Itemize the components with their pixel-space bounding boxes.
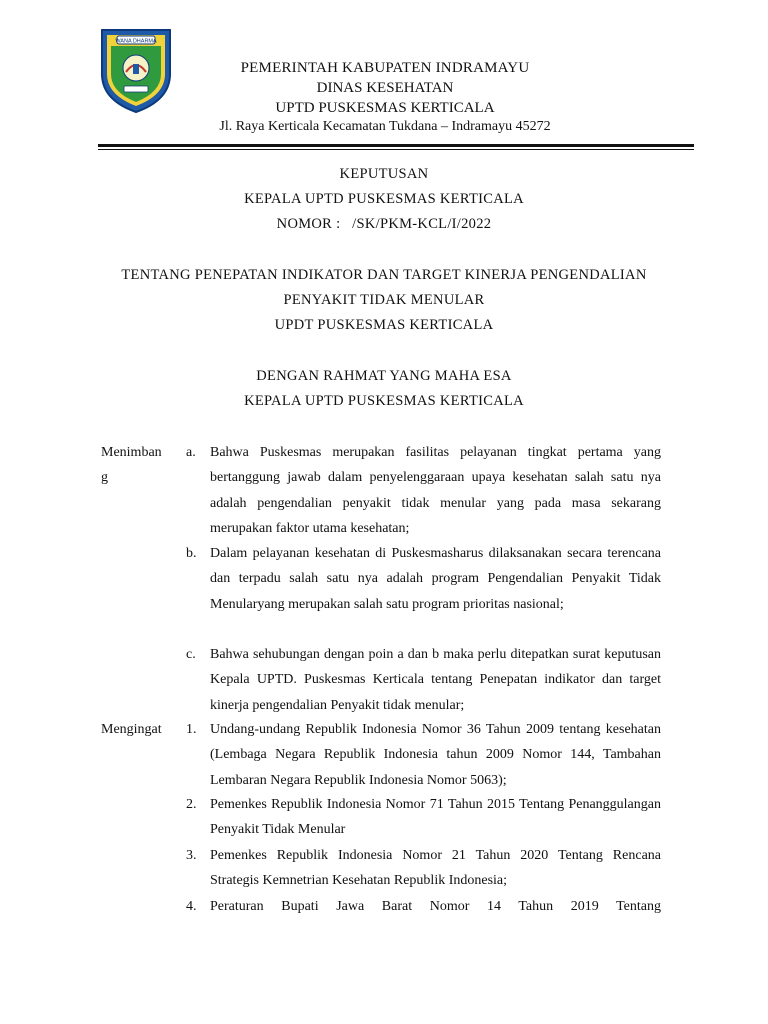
list-marker: a. <box>186 445 196 460</box>
department-name: DINAS KESEHATAN <box>316 80 454 96</box>
mengingat-item-2: Pemenkes Republik Indonesia Nomor 71 Tahun 2015 Tentang Penanggulangan Penyakit Tidak Menular <box>210 797 661 838</box>
mengingat-item-4: Peraturan Bupati Jawa Barat Nomor 14 Tahun 2019 Tentang <box>210 899 661 914</box>
decree-number: NOMOR : /SK/PKM-KCL/I/2022 <box>276 216 492 232</box>
decree-subject <box>0 263 768 338</box>
menimbang-label-line-1: Menimban <box>101 445 162 460</box>
subject-line-2: PENYAKIT TIDAK MENULAR <box>283 292 485 308</box>
letterhead-divider-thick <box>98 144 694 147</box>
menimbang-label-line-2: g <box>101 470 108 486</box>
mengingat-item-3: Pemenkes Republik Indonesia Nomor 21 Tahun 2020 Tentang Rencana Strategis Kemnetrian Kesehatan Republik Indonesia; <box>210 848 661 889</box>
list-marker: 2. <box>186 797 197 812</box>
mengingat-item-1: Undang-undang Republik Indonesia Nomor 36 Tahun 2009 tentang kesehatan (Lembaga Negara Republik Indonesia tahun 2009 Nomor 144, Tambahan Lembaran Negara Republik Indonesia Nomor 5063); <box>210 722 661 788</box>
mengingat-label: Mengingat <box>101 722 162 737</box>
list-marker: 4. <box>186 899 197 914</box>
menimbang-item-c: Bahwa sehubungan dengan poin a dan b maka perlu ditepatkan surat keputusan Kepala UPTD. Puskesmas Kerticala tentang Penepatan indikator dan target kinerja pengendalian Penyakit tidak menular; <box>210 647 661 713</box>
decree-title: KEPUTUSAN <box>339 166 429 182</box>
subject-line-1: TENTANG PENEPATAN INDIKATOR DAN TARGET KINERJA PENGENDALIAN <box>121 267 647 283</box>
svg-text:WANA DHARMA: WANA DHARMA <box>115 38 157 45</box>
menimbang-item-a: Bahwa Puskesmas merupakan fasilitas pelayanan tingkat pertama yang bertanggung jawab dalam penyelenggaraan upaya kesehatan salah satu nya adalah pengendalian penyakit tidak menular yang pada masa sekarang merupakan faktor utama kesehatan; <box>210 445 661 536</box>
preamble-line-1: DENGAN RAHMAT YANG MAHA ESA <box>256 368 512 384</box>
government-name: PEMERINTAH KABUPATEN INDRAMAYU <box>240 60 530 76</box>
preamble <box>0 364 768 414</box>
menimbang-label <box>101 440 173 491</box>
decree-header <box>0 162 768 237</box>
letterhead <box>190 58 580 136</box>
list-marker: c. <box>186 647 196 662</box>
letterhead-divider-thin <box>98 149 694 150</box>
institution-name: UPTD PUSKESMAS KERTICALA <box>275 100 495 116</box>
decree-issuer: KEPALA UPTD PUSKESMAS KERTICALA <box>244 191 524 207</box>
subject-line-3: UPDT PUSKESMAS KERTICALA <box>274 317 494 333</box>
list-marker: 3. <box>186 848 197 863</box>
menimbang-item-b: Dalam pelayanan kesehatan di Puskesmasharus dilaksanakan secara terencana dan terpadu salah satu nya adalah program Pengendalian Penyakit Tidak Menularyang merupakan salah satu program prioritas nasional; <box>210 546 661 612</box>
address: Jl. Raya Kerticala Kecamatan Tukdana – Indramayu 45272 <box>219 119 551 134</box>
regency-emblem-logo <box>96 24 176 114</box>
list-marker: b. <box>186 546 197 561</box>
list-marker: 1. <box>186 722 197 737</box>
preamble-line-2: KEPALA UPTD PUSKESMAS KERTICALA <box>244 393 524 409</box>
